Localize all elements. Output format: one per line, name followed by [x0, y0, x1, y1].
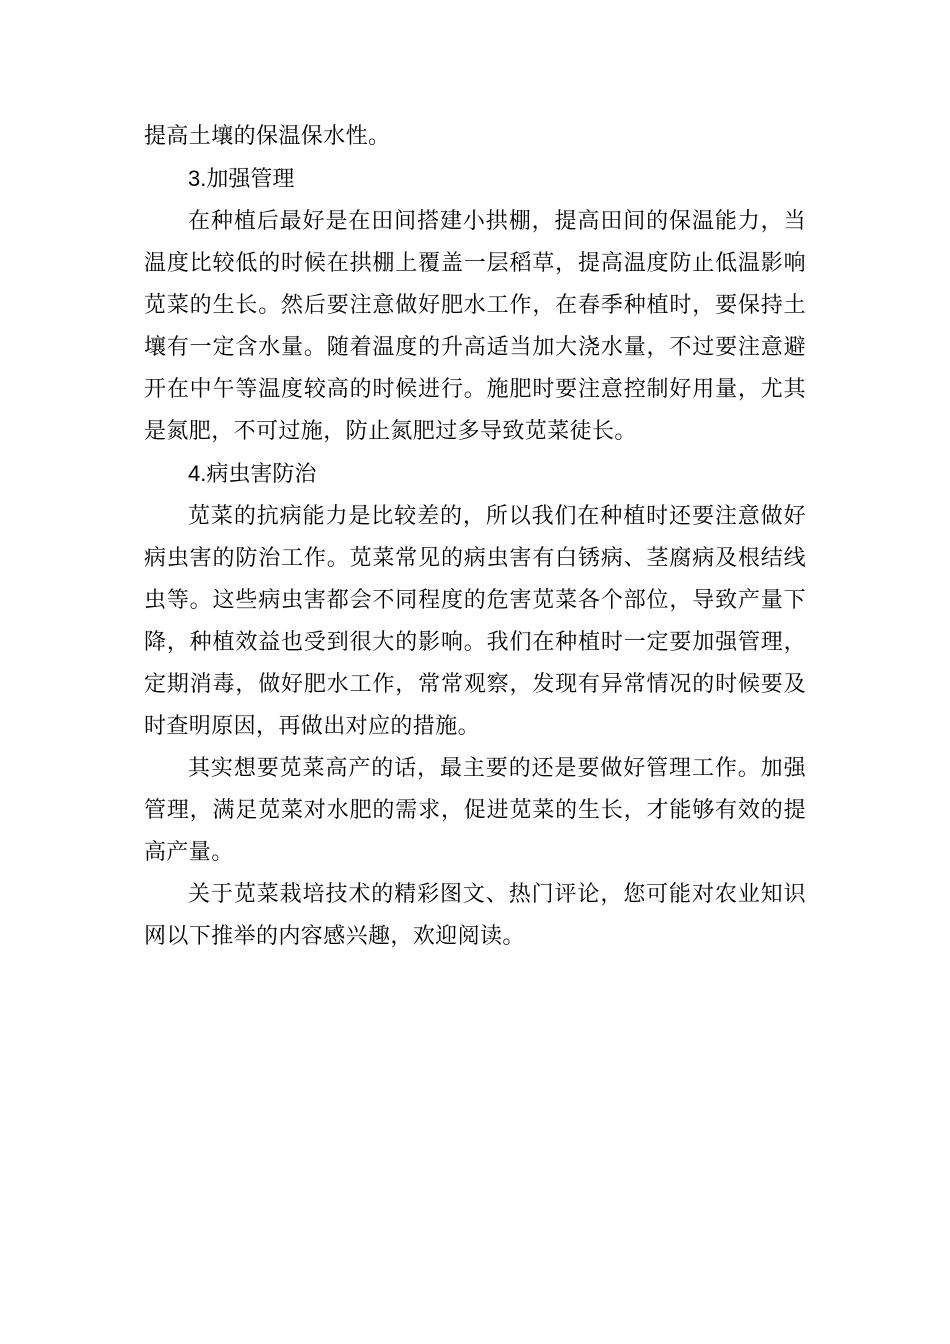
paragraph-summary: 其实想要苋菜高产的话，最主要的还是要做好管理工作。加强管理，满足苋菜对水肥的需求，促进苋菜的生长，才能够有效的提高产量。 [144, 756, 806, 865]
section-title: 加强管理 [206, 167, 295, 192]
section-heading-pest-control [144, 453, 806, 496]
section-title: 病虫害防治 [206, 462, 317, 487]
section-number: 4. [188, 461, 207, 486]
paragraph-pest-control: 苋菜的抗病能力是比较差的，所以我们在种植时还要注意做好病虫害的防治工作。苋菜常见的病虫害有白锈病、茎腐病及根结线虫等。这些病虫害都会不同程度的危害苋菜各个部位，导致产量下降，种植效益也受到很大的影响。我们在种植时一定要加强管理，定期消毒，做好肥水工作，常常观察，发现有异常情况的时候要及时查明原因，再做出对应的措施。 [144, 504, 806, 739]
paragraph-management: 在种植后最好是在田间搭建小拱棚，提高田间的保温能力，当温度比较低的时候在拱棚上覆盖一层稻草，提高温度防止低温影响苋菜的生长。然后要注意做好肥水工作，在春季种植时，要保持土壤有一定含水量。随着温度的升高适当加大浇水量，不过要注意避开在中午等温度较高的时候进行。施肥时要注意控制好用量，尤其是氮肥，不可过施，防止氮肥过多导致苋菜徒长。 [144, 209, 806, 444]
paragraph-recommendation: 关于苋菜栽培技术的精彩图文、热门评论，您可能对农业知识网以下推举的内容感兴趣，欢迎阅读。 [144, 882, 806, 949]
section-number: 3. [188, 166, 207, 191]
document-body [144, 116, 806, 958]
paragraph-continuation: 提高土壤的保温保水性。 [144, 124, 391, 149]
section-heading-management [144, 158, 806, 201]
